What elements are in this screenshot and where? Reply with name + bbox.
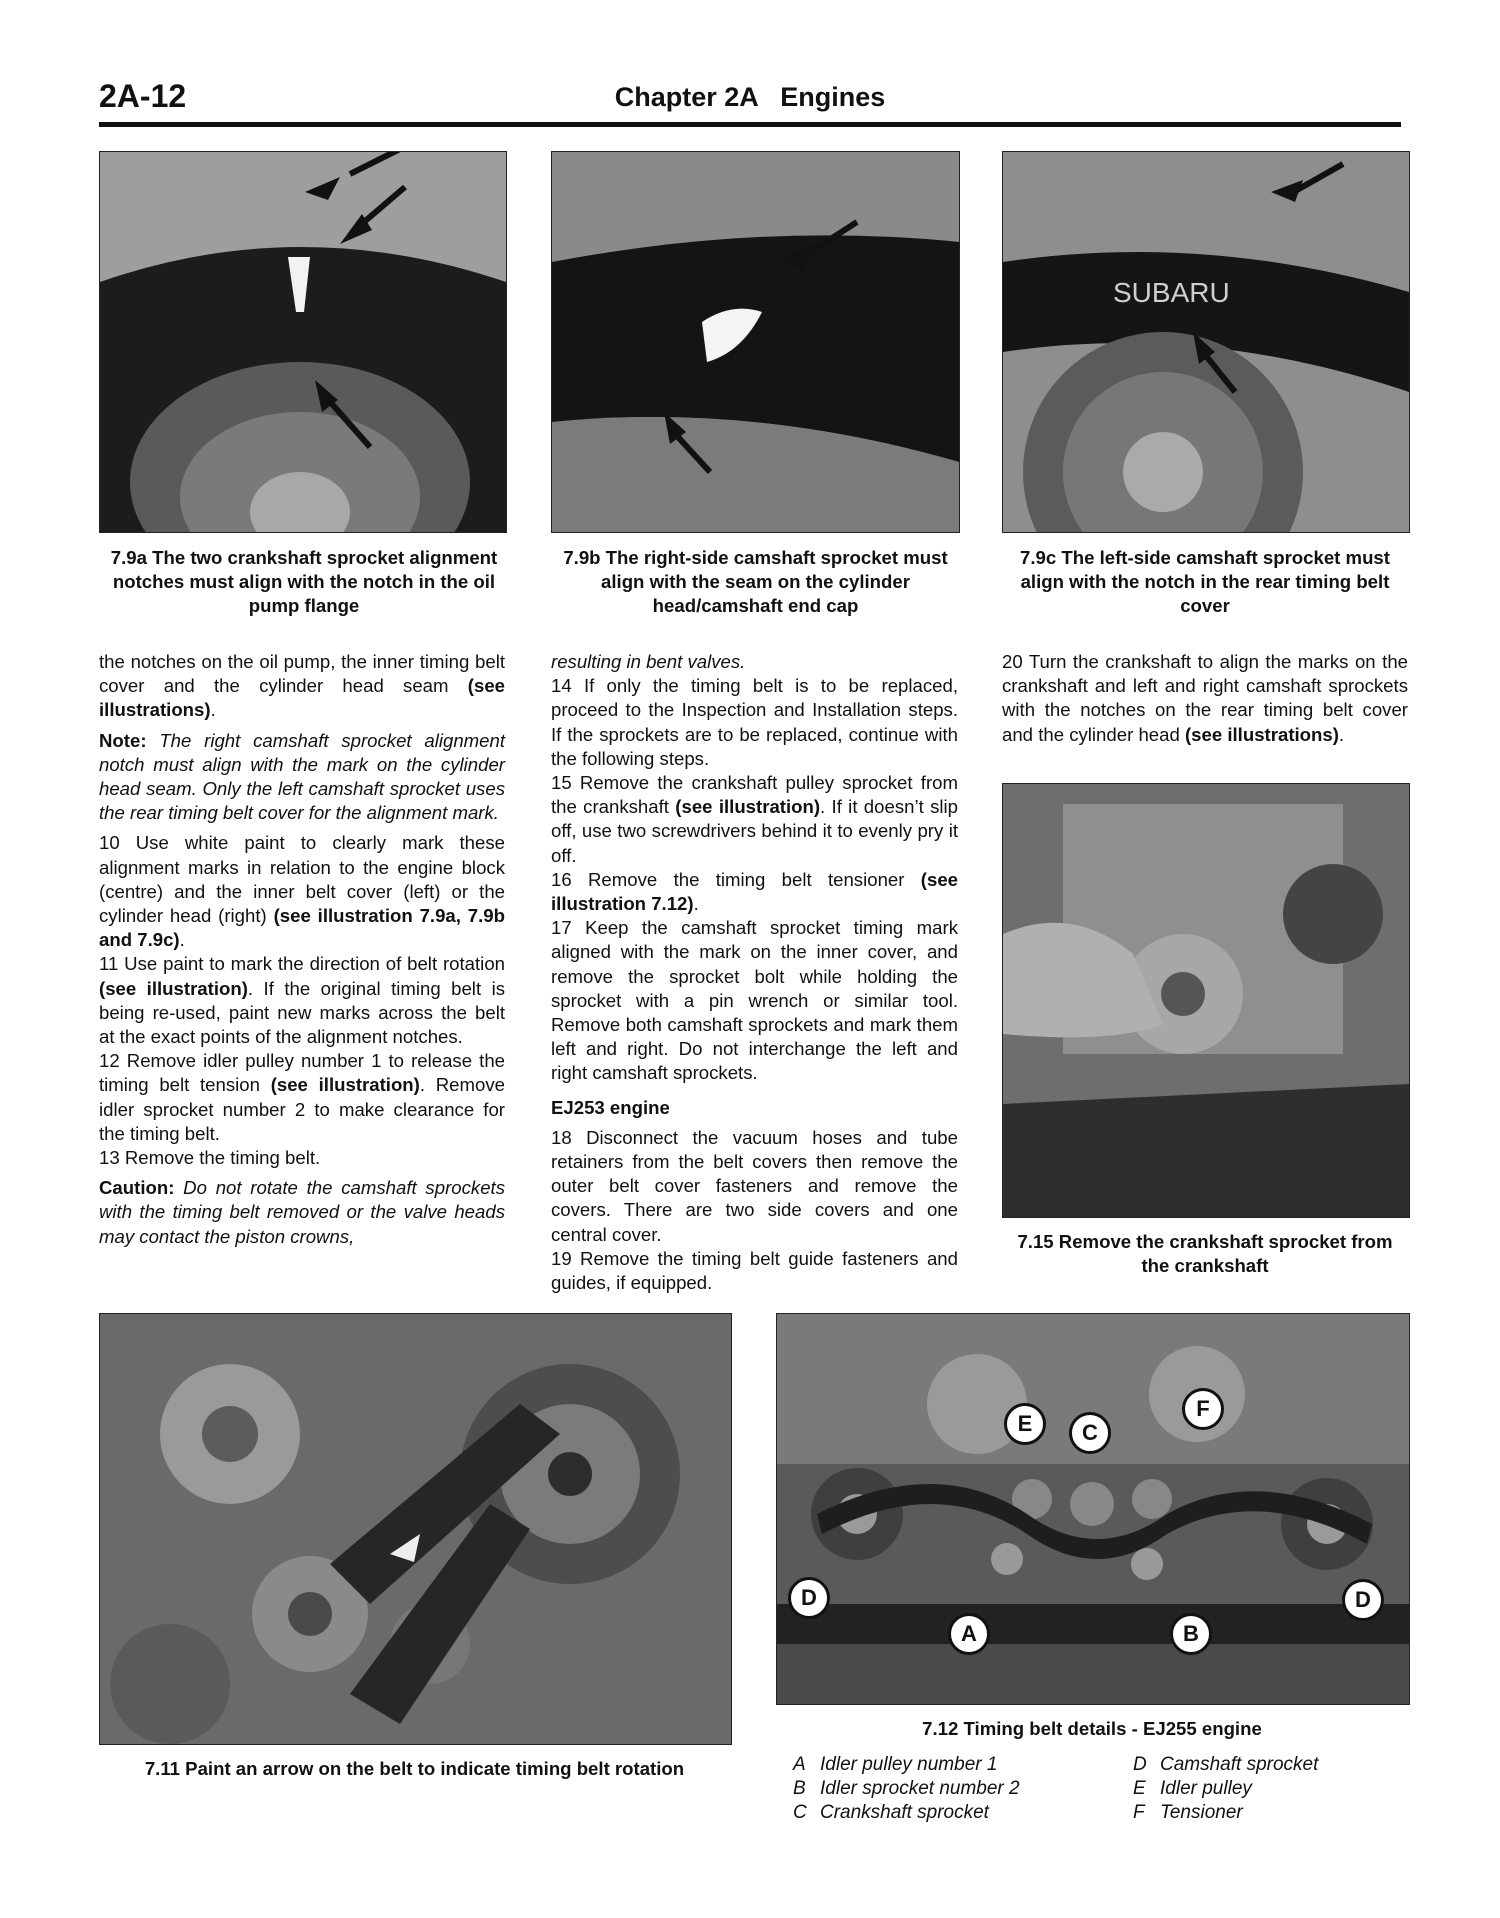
section-heading-ej253: EJ253 engine xyxy=(551,1096,670,1118)
step-19: 19 Remove the timing belt guide fasteners and guides, if equipped. xyxy=(551,1247,958,1294)
legend-item: E Idler pulley xyxy=(1133,1778,1252,1799)
step-14: 14 If only the timing belt is to be replaced, proceed to the Inspection and Installation steps. If the sprockets are to be replaced, continue with the following steps. xyxy=(551,675,958,769)
step-16: 16 Remove the timing belt tensioner (see illustration 7.12). xyxy=(551,868,958,915)
label-badge-E: E xyxy=(1004,1403,1046,1445)
step-13: 13 Remove the timing belt. xyxy=(99,1147,321,1169)
caption-7-11: 7.11 Paint an arrow on the belt to indicate timing belt rotation xyxy=(144,1758,685,1779)
step-17: 17 Keep the camshaft sprocket timing mark aligned with the mark on the inner cover, and remove the sprocket bolt while holding the sprocket with a pin wrench or similar tool. Remove both camshaft sprockets and mark them left and right. Do not interchange the left and right camshaft sprockets. xyxy=(551,917,958,1084)
caption-7-9b: 7.9b The right-side camshaft sprocket must align with the seam on the cylinder head/camshaft end cap xyxy=(563,547,948,616)
photo-7-15 xyxy=(1002,783,1410,1218)
header-rule xyxy=(99,122,1401,127)
photo-7-9c xyxy=(1002,151,1410,533)
label-badge-B: B xyxy=(1170,1613,1212,1655)
label-badge-C: C xyxy=(1069,1412,1111,1454)
photo-7-12 xyxy=(776,1313,1410,1705)
label-badge-D-right: D xyxy=(1342,1579,1384,1621)
photo-7-9b xyxy=(551,151,960,533)
page-number: 2A-12 xyxy=(99,78,187,114)
paragraph-intro: the notches on the oil pump, the inner timing belt cover and the cylinder head seam (see illustrations). xyxy=(99,651,505,721)
caution: Caution: Do not rotate the camshaft sprockets with the timing belt removed or the valve heads may contact the piston crowns, xyxy=(99,1177,505,1247)
step-20: 20 Turn the crankshaft to align the marks on the crankshaft and left and right camshaft sprockets with the notches on the rear timing belt cover and the cylinder head (see illustrations). xyxy=(1002,651,1408,745)
caption-7-9c: 7.9c The left-side camshaft sprocket must align with the notch in the rear timing belt cover xyxy=(1020,547,1390,616)
caption-7-9a: 7.9a The two crankshaft sprocket alignment notches must align with the notch in the oil pump flange xyxy=(110,547,498,616)
chapter-title: Chapter 2A Engines xyxy=(614,82,886,112)
step-11: 11 Use paint to mark the direction of belt rotation (see illustration). If the original timing belt is being re-used, paint new marks across the belt at the exact points of the alignment notches. xyxy=(99,953,505,1048)
legend-item: D Camshaft sprocket xyxy=(1133,1754,1319,1775)
legend-item: B Idler sprocket number 2 xyxy=(793,1778,1020,1799)
legend-7-12-right xyxy=(1133,1753,1403,1825)
step-15: 15 Remove the crankshaft pulley sprocket from the crankshaft (see illustration). If it doesn’t slip off, use two screwdrivers behind it to evenly pry it off. xyxy=(551,772,958,866)
caution-continued: resulting in bent valves. xyxy=(551,651,746,672)
text-column-3 xyxy=(1002,650,1408,747)
note: Note: The right camshaft sprocket alignment notch must align with the mark on the cylinder head seam. Only the left camshaft sprocket uses the rear timing belt cover for the alignment mark. xyxy=(99,729,505,824)
legend-7-12-left xyxy=(793,1753,1093,1825)
label-badge-D-left: D xyxy=(788,1577,830,1619)
legend-item: A Idler pulley number 1 xyxy=(793,1754,998,1775)
caption-7-15: 7.15 Remove the crankshaft sprocket from the crankshaft xyxy=(1017,1231,1393,1276)
legend-item: F Tensioner xyxy=(1133,1802,1243,1823)
step-18: 18 Disconnect the vacuum hoses and tube retainers from the belt covers then remove the outer belt cover fasteners and remove the covers. There are two side covers and one central cover. xyxy=(551,1126,958,1245)
photo-7-11 xyxy=(99,1313,732,1745)
text-column-1 xyxy=(99,650,505,1249)
legend-item: C Crankshaft sprocket xyxy=(793,1802,989,1823)
belt-text: SUBARU xyxy=(1113,277,1230,308)
step-12: 12 Remove idler pulley number 1 to release the timing belt tension (see illustration). Remove idler sprocket number 2 to make clearance for the timing belt. xyxy=(99,1050,505,1144)
text-column-2 xyxy=(551,650,958,1295)
caption-7-12: 7.12 Timing belt details - EJ255 engine xyxy=(922,1718,1262,1739)
label-badge-F: F xyxy=(1182,1388,1224,1430)
step-10: 10 Use white paint to clearly mark these alignment marks in relation to the engine block (centre) and the inner belt cover (left) or the cylinder head (right) (see illustration 7.9a, 7.9b and 7.9c). xyxy=(99,832,505,951)
label-badge-A: A xyxy=(948,1613,990,1655)
photo-7-9a xyxy=(99,151,507,533)
